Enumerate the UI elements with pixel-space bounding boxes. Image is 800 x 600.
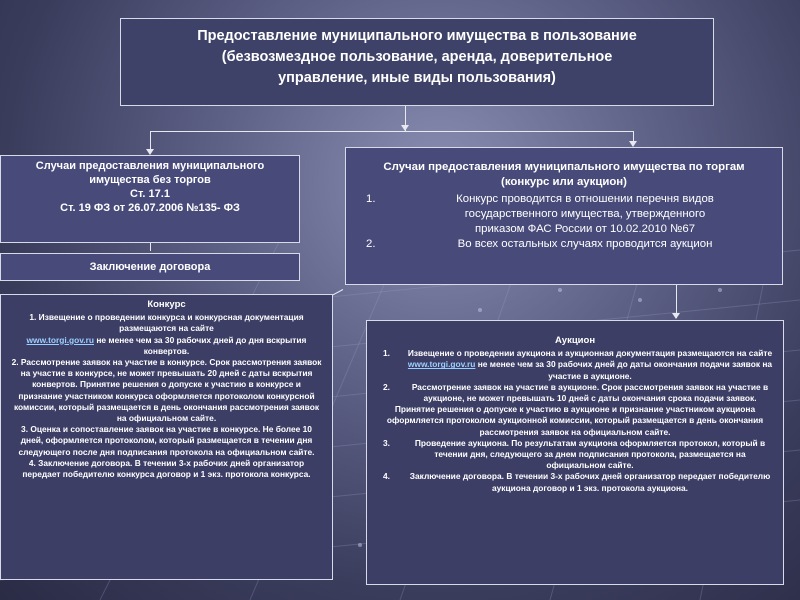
auction-cases-heading: Случаи предоставления муниципального имущества по торгам — [383, 161, 745, 173]
contract-box — [0, 253, 300, 281]
auction-cases-subheading: (конкурс или аукцион) — [501, 176, 627, 188]
no-auction-line: Ст. 17.1 — [130, 188, 170, 200]
main-title-line: Предоставление муниципального имущества в пользование — [197, 28, 637, 44]
auction-step-number: 1. — [383, 348, 390, 359]
torgi-link[interactable]: www.torgi.gov.ru — [26, 334, 95, 345]
main-title-line: (безвозмездное пользование, аренда, доверительное — [221, 49, 613, 65]
auction-step-3-text: Проведение аукциона. По результатам аукциона оформляется протокол, который в течении дня, следующего за днем подписания протокола, размещается на официальном сайте. — [414, 437, 766, 471]
auction-step-2b — [377, 404, 773, 438]
auction-step-4-text: Заключение договора. В течении 3-х рабочих дней организатор передает победителю аукциона договор и 1 экз. протокола аукциона. — [409, 471, 771, 493]
list-item — [358, 192, 770, 237]
arrow-auction — [672, 313, 680, 319]
main-title-box — [120, 18, 714, 106]
auction-step-number: 2. — [383, 381, 390, 392]
no-auction-line: Случаи предоставления муниципального — [35, 160, 265, 172]
list-item-text: Во всех остальных случаях проводится аукцион — [457, 238, 713, 250]
konkurs-step-1 — [11, 312, 322, 357]
auction-cases-list — [358, 192, 770, 252]
auction-step-1-text-b: не менее чем за 30 рабочих дней до даты окончания подачи заявок на участие в аукционе. — [475, 359, 773, 381]
connector-left-contract — [150, 243, 151, 251]
konkurs-title: Конкурс — [147, 299, 186, 310]
list-item-text: приказом ФАС России от 10.02.2010 №67 — [474, 223, 696, 235]
connector-left-down — [150, 131, 151, 151]
auction-step-2 — [377, 382, 773, 404]
auction-step-4 — [377, 471, 773, 493]
torgi-link[interactable]: www.torgi.gov.ru — [407, 359, 476, 370]
auction-box — [366, 320, 784, 585]
auction-step-2-text: Рассмотрение заявок на участие в аукционе. Срок рассмотрения заявок на участие в аукционе, не может превышать 10 дней с даты окончания срока подачи заявок. — [411, 381, 769, 404]
auction-step-number: 4. — [383, 471, 390, 482]
konkurs-step-4: 4. Заключение договора. В течении 3-х рабочих дней организатор передает победителю конкурса договор и 1 экз. протокола конкурса. — [22, 457, 311, 480]
auction-step-1 — [377, 348, 773, 382]
konkurs-step-3: 3. Оценка и сопоставление заявок на участие в конкурсе. Не более 10 дней, оформляется протоколом, который размещается в течении дня следующего после дня подписания протокола на официальном сайте. — [18, 424, 315, 457]
list-item-text: Конкурс проводится в отношении перечня видов — [456, 193, 714, 205]
auction-cases-box — [345, 147, 783, 285]
auction-step-3 — [377, 438, 773, 472]
auction-step-1-text: Извещение о проведении аукциона и аукционная документация размещаются на сайте — [407, 348, 773, 359]
konkurs-step-1-text: 1. Извещение о проведении конкурса и конкурсная документация размещаются на сайте — [29, 312, 304, 334]
list-item-number: 2. — [366, 238, 376, 250]
list-item — [358, 237, 770, 252]
no-auction-line: Ст. 19 ФЗ от 26.07.2006 №135- ФЗ — [60, 202, 240, 214]
list-item-number: 1. — [366, 193, 376, 205]
auction-step-number: 3. — [383, 437, 390, 448]
connector-horizontal — [150, 131, 633, 132]
auction-step-2b-text: Принятие решения о допуске к участию в аукционе и признание участником аукциона оформляется протоколом аукционной комиссии, который размещается в день окончания рассмотрения заявок на официальном сайте. — [386, 404, 764, 437]
contract-label: Заключение договора — [89, 261, 211, 273]
auction-title: Аукцион — [554, 335, 596, 346]
no-auction-line: имущества без торгов — [89, 174, 211, 186]
konkurs-box — [0, 294, 333, 580]
konkurs-step-2: 2. Рассмотрение заявок на участие в конкурсе. Срок рассмотрения заявок на участие в конкурсе, не может превышать 20 дней с даты вскрытия конвертов. Принятие решения о допуске к участию в конкурсе и признание участником конкурса оформляется протоколом конкурсной комиссии, который размещается в день окончания рассмотрения заявок на официальном сайте. — [11, 357, 322, 424]
list-item-text: государственного имущества, утвержденного — [464, 208, 706, 220]
konkurs-step-1-text-b: не менее чем за 30 рабочих дней до дня вскрытия конвертов. — [94, 334, 307, 356]
main-title-line: управление, иные виды пользования) — [278, 70, 556, 86]
no-auction-box — [0, 155, 300, 243]
